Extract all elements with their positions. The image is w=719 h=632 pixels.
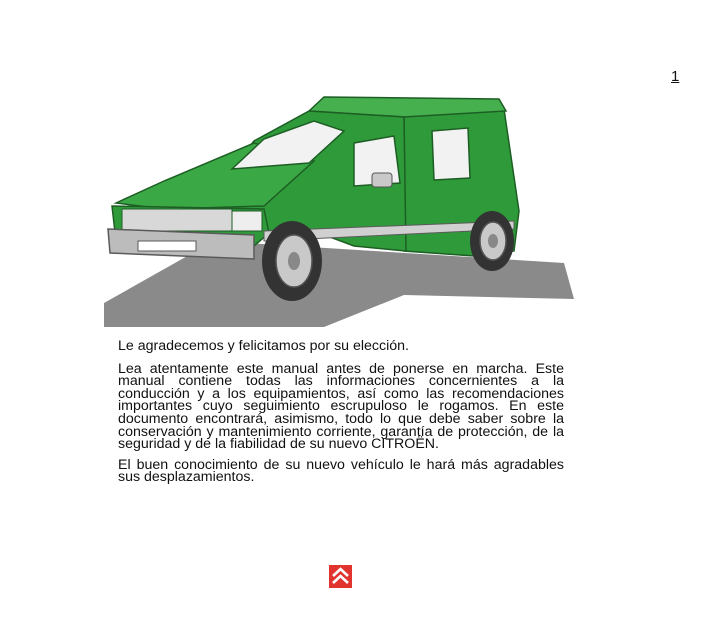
paragraph-instructions: Lea atentamente este manual antes de ponerse en marcha. Este manual contiene todas las informaciones concernientes a la conducción y a los equipamientos, así como las recomendaciones importantes cuyo seguimiento escrupuloso le rogamos. En este documento encontrará, asimismo, todo lo que debe saber sobre la conservación y mantenimiento corriente, garantía de protección, de la seguridad y de la fiabilidad de su nuevo CITROËN. <box>118 360 564 453</box>
paragraph-closing: El buen conocimiento de su nuevo vehículo le hará más agradables sus desplazamientos. <box>118 456 564 486</box>
page-number: 1 <box>671 68 680 85</box>
vehicle-illustration <box>104 81 577 327</box>
intro-text <box>118 340 564 492</box>
paragraph-thanks: Le agradecemos y felicitamos por su elección. <box>118 338 409 354</box>
van-grille <box>122 209 232 231</box>
van-rear-window <box>432 128 470 180</box>
van-plate <box>138 241 196 251</box>
van-mirror <box>372 173 392 187</box>
van-wheel-front <box>262 221 322 301</box>
van-headlight <box>232 211 262 231</box>
double-chevron-icon <box>329 565 352 588</box>
van-wheel-rear <box>470 211 514 271</box>
